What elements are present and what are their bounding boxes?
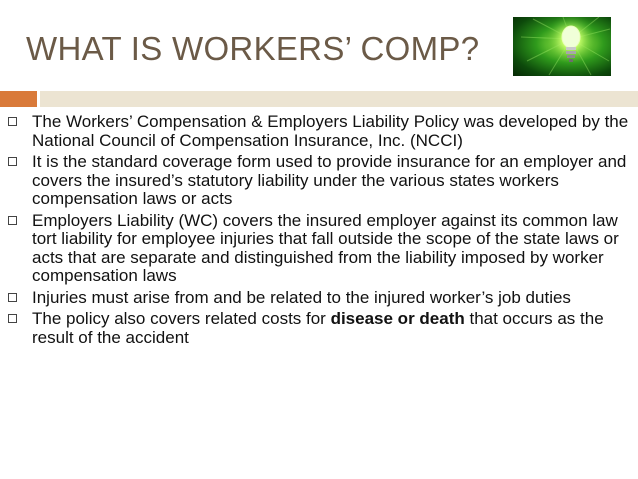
lightbulb-image [513,17,611,76]
bullet-list [0,113,638,350]
accent-bar [0,91,37,107]
square-bullet-icon [8,314,17,323]
bullet-text-after: that occurs as the result of the accident [32,309,604,347]
bullet-item [0,289,638,308]
bullet-text-before: The policy also covers related costs for [32,309,331,328]
lightbulb-icon [513,17,611,76]
square-bullet-icon [8,117,17,126]
bullet-text: It is the standard coverage form used to provide insurance for an employer and covers the insured’s statutory liability under the various states workers compensation laws or acts [32,152,627,208]
square-bullet-icon [8,157,17,166]
divider-bar [40,91,638,107]
square-bullet-icon [8,293,17,302]
square-bullet-icon [8,216,17,225]
bullet-text: Injuries must arise from and be related to the injured worker’s job duties [32,287,571,307]
bullet-item [0,310,638,347]
bullet-item [0,153,638,209]
slide-title: WHAT IS WORKERS’ COMP? [26,30,480,67]
bullet-item [0,212,638,286]
bullet-text-bold: disease or death [330,309,465,328]
bullet-text [32,309,604,347]
bullet-item [0,113,638,150]
bullet-text: Employers Liability (WC) covers the insured employer against its common law tort liability for employee injuries that fall outside the scope of the state laws or acts that are separate and distinguished from the liability imposed by worker compensation laws [32,210,619,285]
bullet-text: The Workers’ Compensation & Employers Liability Policy was developed by the National Council of Compensation Insurance, Inc. (NCCI) [32,112,629,150]
